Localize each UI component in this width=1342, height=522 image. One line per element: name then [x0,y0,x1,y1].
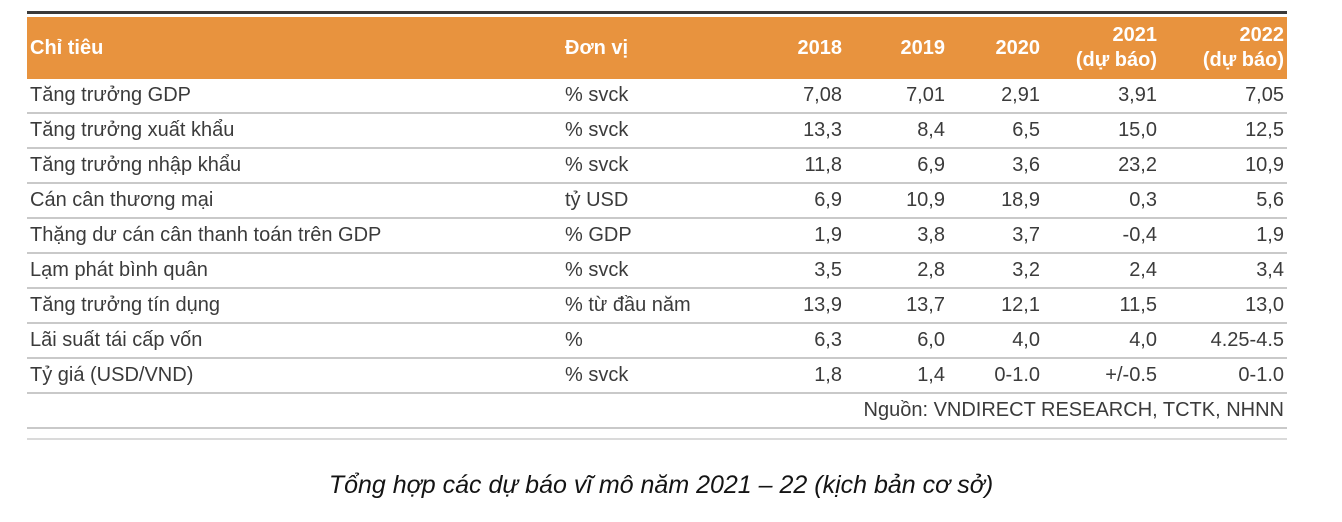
table-row [27,148,1287,183]
unit-cell: % svck [562,253,730,288]
value-cell: 18,9 [948,183,1043,218]
value-cell: 2,91 [948,79,1043,113]
value-cell: 7,08 [730,79,845,113]
indicator-cell: Tỷ giá (USD/VND) [27,358,562,393]
value-cell: 7,01 [845,79,948,113]
value-cell: 23,2 [1043,148,1160,183]
value-cell: 3,5 [730,253,845,288]
value-cell: 2,4 [1043,253,1160,288]
header-row [27,17,1287,79]
value-cell: 6,9 [730,183,845,218]
year-label: 2022 [1239,24,1284,46]
indicator-cell: Tăng trưởng nhập khẩu [27,148,562,183]
table-header [27,17,1287,79]
value-cell: 13,0 [1160,288,1287,323]
unit-cell: % [562,323,730,358]
table-row [27,358,1287,393]
table-row [27,79,1287,113]
indicator-cell: Thặng dư cán cân thanh toán trên GDP [27,218,562,253]
value-cell: 6,9 [845,148,948,183]
value-cell: 0,3 [1043,183,1160,218]
value-cell: 1,9 [730,218,845,253]
value-cell: 7,05 [1160,79,1287,113]
value-cell: 12,5 [1160,113,1287,148]
value-cell: 11,5 [1043,288,1160,323]
value-cell: 11,8 [730,148,845,183]
value-cell: 4,0 [948,323,1043,358]
unit-cell: % GDP [562,218,730,253]
value-cell: +/-0.5 [1043,358,1160,393]
table-bottom-rule [27,438,1287,440]
year-label: 2021 [1112,24,1157,46]
header-indicator: Chỉ tiêu [27,17,562,79]
indicator-cell: Tăng trưởng xuất khẩu [27,113,562,148]
macro-forecast-table [27,17,1287,429]
forecast-note: (dự báo) [1075,49,1157,71]
table-row [27,288,1287,323]
value-cell: 4.25-4.5 [1160,323,1287,358]
header-year-2020: 2020 [948,17,1043,79]
value-cell: 3,2 [948,253,1043,288]
value-cell: 2,8 [845,253,948,288]
table-row [27,323,1287,358]
value-cell: 1,8 [730,358,845,393]
header-year-2022-forecast [1160,17,1287,79]
value-cell: 3,8 [845,218,948,253]
header-unit: Đơn vị [562,17,730,79]
figure-caption: Tổng hợp các dự báo vĩ mô năm 2021 – 22 (kịch bản cơ sở) [328,471,994,499]
value-cell: 10,9 [845,183,948,218]
value-cell: 10,9 [1160,148,1287,183]
unit-cell: % svck [562,358,730,393]
table-row [27,218,1287,253]
value-cell: 15,0 [1043,113,1160,148]
source-row [27,393,1287,428]
indicator-cell: Lạm phát bình quân [27,253,562,288]
value-cell: 6,0 [845,323,948,358]
unit-cell: % từ đầu năm [562,288,730,323]
unit-cell: tỷ USD [562,183,730,218]
value-cell: 3,4 [1160,253,1287,288]
table-top-rule [27,11,1287,14]
header-year-2018: 2018 [730,17,845,79]
value-cell: -0,4 [1043,218,1160,253]
value-cell: 1,9 [1160,218,1287,253]
unit-cell: % svck [562,113,730,148]
table-body [27,79,1287,428]
value-cell: 0-1.0 [948,358,1043,393]
value-cell: 6,3 [730,323,845,358]
unit-cell: % svck [562,79,730,113]
header-year-2019: 2019 [845,17,948,79]
value-cell: 6,5 [948,113,1043,148]
indicator-cell: Tăng trưởng GDP [27,79,562,113]
value-cell: 13,3 [730,113,845,148]
table-row [27,113,1287,148]
value-cell: 5,6 [1160,183,1287,218]
value-cell: 1,4 [845,358,948,393]
value-cell: 8,4 [845,113,948,148]
value-cell: 12,1 [948,288,1043,323]
table-row [27,253,1287,288]
value-cell: 13,9 [730,288,845,323]
value-cell: 3,7 [948,218,1043,253]
indicator-cell: Lãi suất tái cấp vốn [27,323,562,358]
value-cell: 4,0 [1043,323,1160,358]
forecast-note: (dự báo) [1202,49,1284,71]
value-cell: 3,6 [948,148,1043,183]
value-cell: 3,91 [1043,79,1160,113]
indicator-cell: Tăng trưởng tín dụng [27,288,562,323]
header-year-2021-forecast [1043,17,1160,79]
value-cell: 13,7 [845,288,948,323]
table-row [27,183,1287,218]
macro-forecast-table-container [27,11,1287,440]
unit-cell: % svck [562,148,730,183]
indicator-cell: Cán cân thương mại [27,183,562,218]
value-cell: 0-1.0 [1160,358,1287,393]
source-text: Nguồn: VNDIRECT RESEARCH, TCTK, NHNN [27,393,1287,428]
